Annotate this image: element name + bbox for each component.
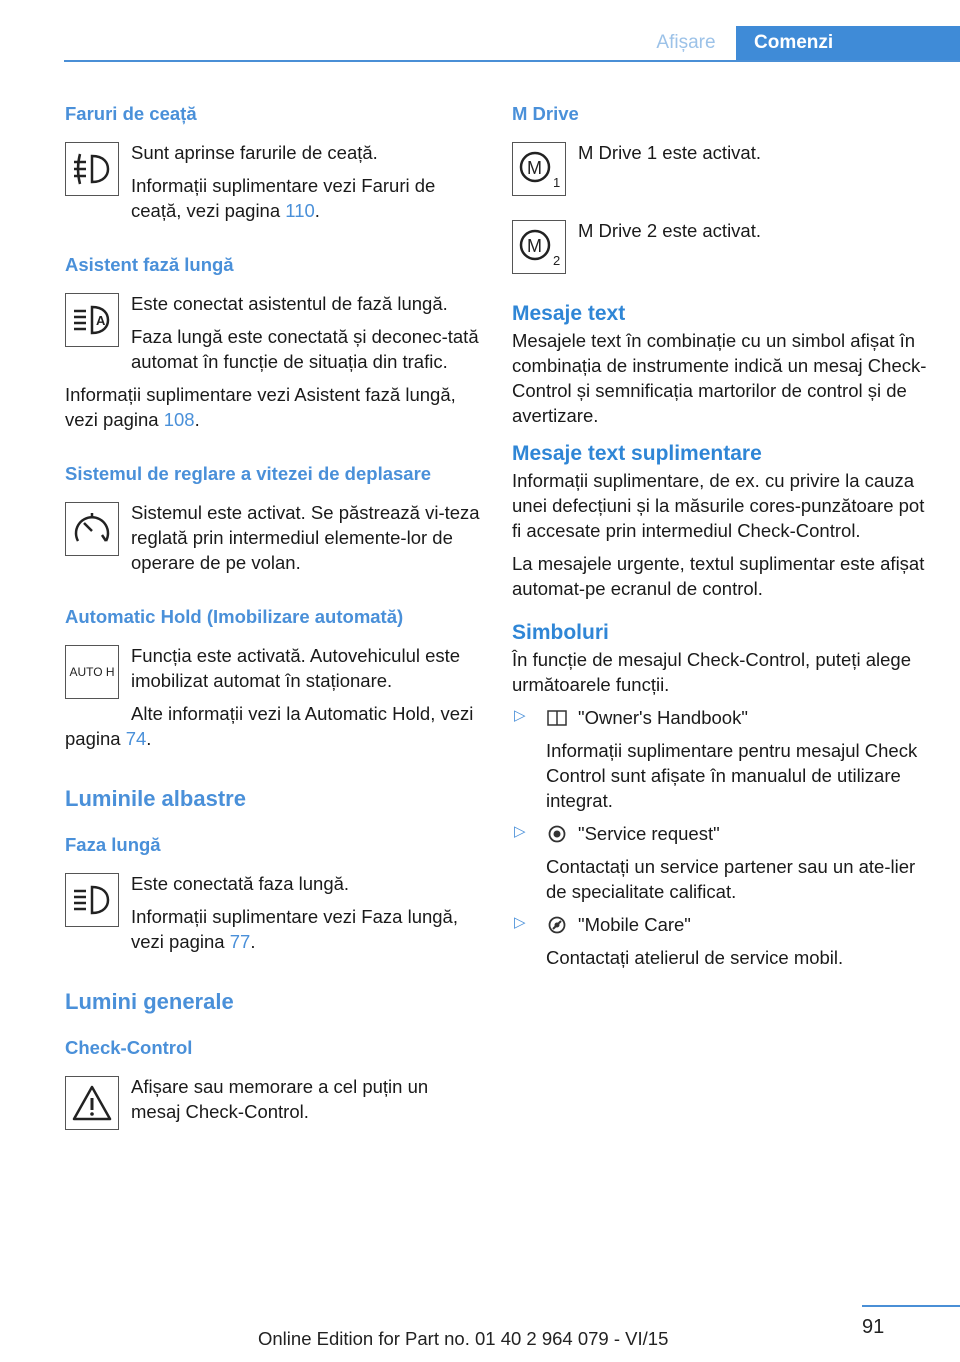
highbeam-icon xyxy=(65,873,119,927)
highbeam-heading: Faza lungă xyxy=(65,834,161,855)
list-item: ▷ "Owner's Handbook" Informații suplimentare pentru mesajul Check Control sunt afișate în manualul de utilizare integrat. xyxy=(514,707,918,811)
highbeam-assist-icon xyxy=(65,293,119,347)
blue-lights-section: Luminile albastre xyxy=(65,786,246,811)
extra-messages-body-1: Informații suplimentare, de ex. cu privire la cauza unei defecțiuni și la măsurile cores‐punzătoare pot fi accesate prin intermediul Check-Control. xyxy=(512,470,925,541)
general-lights-section: Lumini generale xyxy=(65,989,234,1014)
warning-triangle-icon xyxy=(65,1076,119,1130)
list-item: ▷ "Mobile Care" Contactați atelierul de service mobil. xyxy=(514,914,844,968)
page-link-77[interactable]: 77 xyxy=(229,931,251,952)
text-messages-heading: Mesaje text xyxy=(512,302,626,325)
right-column xyxy=(512,102,932,978)
text-messages-body: Mesajele text în combinație cu un simbol afișat în combinația de instrumente indică un mesaj Check-Control și semnificația martorilor de control și de avertizare. xyxy=(512,330,927,426)
tab-display[interactable]: Afișare xyxy=(656,32,716,53)
autohold-heading: Automatic Hold (Imobilizare automată) xyxy=(65,606,404,627)
highbeam-assist-text-3: Informații suplimentare vezi Asistent fază lungă, vezi pagina 108. xyxy=(65,384,456,430)
bullet-triangle-icon: ▷ xyxy=(514,914,526,931)
fog-text-1: Sunt aprinse farurile de ceață. xyxy=(131,142,378,163)
mobile-care-icon xyxy=(546,916,568,934)
highbeam-assist-text-1: Este conectat asistentul de fază lungă. xyxy=(131,293,448,314)
fog-lights-heading: Faruri de ceață xyxy=(65,103,197,124)
page-link-108[interactable]: 108 xyxy=(163,409,195,430)
mdrive-1-text: M Drive 1 este activat. xyxy=(578,142,762,163)
list-item: ▷ "Service request" Contactați un service partener sau un ate‐lier de specialitate calificat. xyxy=(514,823,916,902)
cruise-control-icon xyxy=(65,502,119,556)
svg-text:M: M xyxy=(527,158,542,178)
m-drive-1-icon xyxy=(512,142,566,196)
highbeam-text-1: Este conectată faza lungă. xyxy=(131,873,350,894)
page-number: 91 xyxy=(862,1316,885,1338)
highbeam-assist-text-2: Faza lungă este conectată și deconec‐tată automat în funcție de situația din trafic. xyxy=(131,326,479,372)
page-link-74[interactable]: 74 xyxy=(125,728,147,749)
fog-text-2: Informații suplimentare vezi Faruri de ceață, vezi pagina 110. xyxy=(131,175,436,221)
page-link-110[interactable]: 110 xyxy=(285,200,315,221)
edition-footer: Online Edition for Part no. 01 40 2 964 079 - VI/15 xyxy=(258,1328,669,1349)
footer-rule xyxy=(862,1305,960,1307)
svg-text:M: M xyxy=(527,236,542,256)
bmw-service-icon xyxy=(546,825,568,843)
mdrive-heading: M Drive xyxy=(512,103,579,124)
fog-light-icon xyxy=(65,142,119,196)
bullet-triangle-icon: ▷ xyxy=(514,707,526,724)
header-rule xyxy=(64,60,960,62)
tab-controls[interactable]: Comenzi xyxy=(736,26,960,60)
auto-hold-icon: AUTO H xyxy=(65,645,119,699)
check-control-text: Afișare sau memorare a cel puțin un mesaj Check-Control. xyxy=(131,1076,429,1122)
highbeam-assist-heading: Asistent fază lungă xyxy=(65,254,234,275)
cruise-control-heading: Sistemul de reglare a vitezei de deplasare xyxy=(65,463,432,484)
cruise-control-text: Sistemul este activat. Se păstrează vi‐teza reglată prin intermediul elemente‐lor de operare de pe volan. xyxy=(131,502,480,573)
symbols-heading: Simboluri xyxy=(512,621,609,644)
extra-messages-heading: Mesaje text suplimentare xyxy=(512,442,762,465)
svg-text:2: 2 xyxy=(553,253,561,267)
symbols-intro: În funcție de mesajul Check-Control, puteți alege următoarele funcții. xyxy=(512,649,911,695)
autohold-text-2: Alte informații vezi la Automatic Hold, vezi pagina 74. xyxy=(65,703,474,749)
svg-text:A: A xyxy=(96,313,106,328)
m-drive-2-icon xyxy=(512,220,566,274)
svg-text:1: 1 xyxy=(553,175,561,189)
handbook-icon xyxy=(546,709,568,727)
autohold-text-1: Funcția este activată. Autovehiculul este imobilizat automat în staționare. xyxy=(131,645,461,691)
highbeam-text-2: Informații suplimentare vezi Faza lungă, vezi pagina 77. xyxy=(131,906,458,952)
check-control-heading: Check-Control xyxy=(65,1037,193,1058)
mdrive-2-text: M Drive 2 este activat. xyxy=(578,220,762,241)
left-column xyxy=(65,102,480,1134)
extra-messages-body-2: La mesajele urgente, textul suplimentar este afișat automat-pe ecranul de control. xyxy=(512,553,925,599)
bullet-triangle-icon: ▷ xyxy=(514,823,526,840)
